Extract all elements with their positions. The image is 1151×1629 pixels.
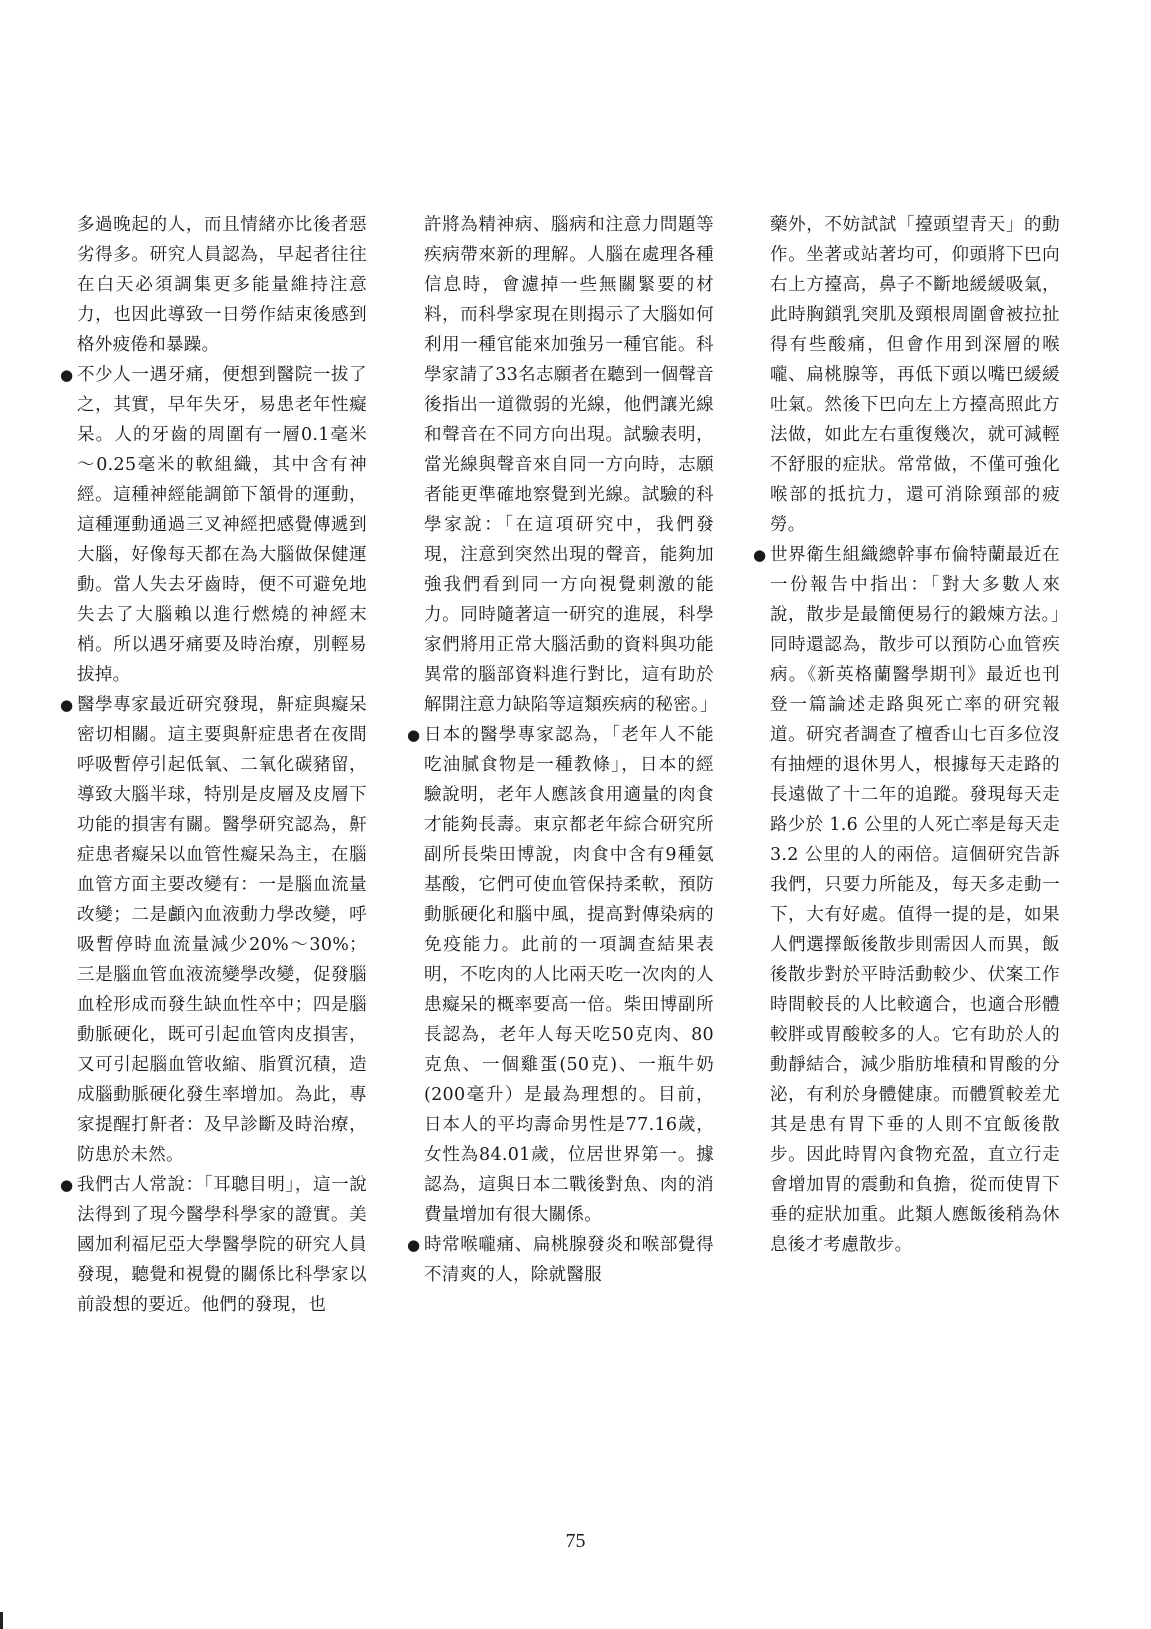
bullet-item (60, 360, 367, 690)
paragraph: 多過晚起的人，而且情緒亦比後者惡劣得多。研究人員認為，早起者往往在白天必須調集更多能量維持注意力，也因此導致一日勞作結束後感到格外疲倦和暴躁。 (77, 215, 367, 355)
page-number: 75 (565, 1530, 586, 1552)
bullet-icon: ● (60, 1176, 74, 1194)
paragraph: 醫學專家最近研究發現，鼾症與癡呆密切相關。這主要與鼾症患者在夜間呼吸暫停引起低氧、二氧化碳豬留，導致大腦半球，特別是皮層及皮層下功能的損害有關。醫學研究認為，鼾症患者癡呆以血管性癡呆為主，在腦血管方面主要改變有：一是腦血流量改變；二是顱內血液動力學改變，呼吸暫停時血流量減少20%～30%；三是腦血管血液流變學改變，促發腦血栓形成而發生缺血性卒中；四是腦動脈硬化，既可引起血管肉皮損害，又可引起腦血管收縮、脂質沉積，造成腦動脈硬化發生率增加。為此，專家提醒打鼾者：及早診斷及時治療，防患於未然。 (77, 695, 367, 1165)
scan-edge-mark (0, 1612, 3, 1629)
paragraph: 藥外，不妨試試「擡頭望青天」的動作。坐著或站著均可，仰頭將下巴向右上方擡高，鼻子不斷地緩緩吸氣，此時胸鎖乳突肌及頸根周圍會被拉扯得有些酸痛，但會作用到深層的喉嚨、扁桃腺等，再低下頭以嘴巴緩緩吐氣。然後下巴向左上方擡高照此方法做，如此左右重復幾次，就可減輕不舒服的症狀。常常做，不僅可強化喉部的抵抗力，還可消除頸部的疲勞。 (770, 215, 1060, 535)
text-column-3 (753, 210, 1060, 1260)
bullet-icon: ● (407, 1236, 421, 1254)
paragraph: 時常喉嚨痛、扁桃腺發炎和喉部覺得不清爽的人，除就醫服 (424, 1235, 714, 1285)
paragraph: 我們古人常說：「耳聰目明」，這一說法得到了現今醫學科學家的證實。美國加利福尼亞大學醫學院的研究人員發現，聽覺和視覺的關係比科學家以前設想的要近。他們的發現，也 (77, 1175, 367, 1315)
text-column-1 (60, 210, 367, 1320)
text-column-2 (407, 210, 718, 1290)
bullet-icon: ● (60, 696, 74, 714)
bullet-item (753, 540, 1060, 1260)
bullet-item (60, 1170, 367, 1320)
bullet-item (407, 1230, 714, 1290)
paragraph: 不少人一遇牙痛，便想到醫院一拔了之，其實，早年失牙，易患老年性癡呆。人的牙齒的周圍有一層0.1毫米～0.25毫米的軟組織，其中含有神經。這種神經能調節下頷骨的運動，這種運動通過三叉神經把感覺傳遞到大腦，好像每天都在為大腦做保健運動。當人失去牙齒時，便不可避免地失去了大腦賴以進行燃燒的神經末梢。所以遇牙痛要及時治療，別輕易拔掉。 (77, 365, 367, 685)
bullet-item (60, 690, 367, 1170)
bullet-icon: ● (407, 726, 421, 744)
bullet-item (407, 720, 714, 1230)
paragraph: 日本的醫學專家認為，「老年人不能吃油膩食物是一種教條」，日本的經驗說明，老年人應該食用適量的肉食才能夠長壽。東京都老年綜合研究所副所長柴田博說，肉食中含有9種氨基酸，它們可使血管保持柔軟，預防動脈硬化和腦中風，提高對傳染病的免疫能力。此前的一項調查結果表明，不吃肉的人比兩天吃一次肉的人患癡呆的概率要高一倍。柴田博副所長認為，老年人每天吃50克肉、80克魚、一個雞蛋(50克)、一瓶牛奶(200毫升）是最為理想的。目前，日本人的平均壽命男性是77.16歲，女性為84.01歲，位居世界第一。據認為，這與日本二戰後對魚、肉的消費量增加有很大關係。 (424, 725, 714, 1225)
paragraph: 世界衛生組織總幹事布倫特蘭最近在一份報告中指出：「對大多數人來說，散步是最簡便易行的鍛煉方法。」同時還認為，散步可以預防心血管疾病。《新英格蘭醫學期刊》最近也刊登一篇論述走路與死亡率的研究報道。研究者調查了檀香山七百多位沒有抽煙的退休男人，根據每天走路的長遠做了十二年的追蹤。發現每天走路少於 1.6 公里的人死亡率是每天走 3.2 公里的人的兩倍。這個研究告訴我們，只要力所能及，每天多走動一下，大有好處。值得一提的是，如果人們選擇飯後散步則需因人而異，飯後散步對於平時活動較少、伏案工作時間較長的人比較適合，也適合形體較胖或胃酸較多的人。它有助於人的動靜結合，減少脂肪堆積和胃酸的分泌，有利於身體健康。而體質較差尤其是患有胃下垂的人則不宜飯後散步。因此時胃內食物充盈，直立行走會增加胃的震動和負擔，從而使胃下垂的症狀加重。此類人應飯後稍為休息後才考慮散步。 (770, 545, 1060, 1255)
bullet-icon: ● (753, 546, 767, 564)
paragraph: 許將為精神病、腦病和注意力問題等疾病帶來新的理解。人腦在處理各種信息時，會濾掉一些無關緊要的材料，而科學家現在則揭示了大腦如何利用一種官能來加強另一種官能。科學家請了33名志願者在聽到一個聲音後指出一道微弱的光線，他們讓光線和聲音在不同方向出現。試驗表明，當光線與聲音來自同一方向時，志願者能更準確地察覺到光線。試驗的科學家說：「在這項研究中，我們發現，注意到突然出現的聲音，能夠加強我們看到同一方向視覺刺激的能力。同時隨著這一研究的進展，科學家們將用正常大腦活動的資料與功能異常的腦部資料進行對比，這有助於解開注意力缺陷等這類疾病的秘密。」 (424, 215, 718, 715)
bullet-icon: ● (60, 366, 74, 384)
